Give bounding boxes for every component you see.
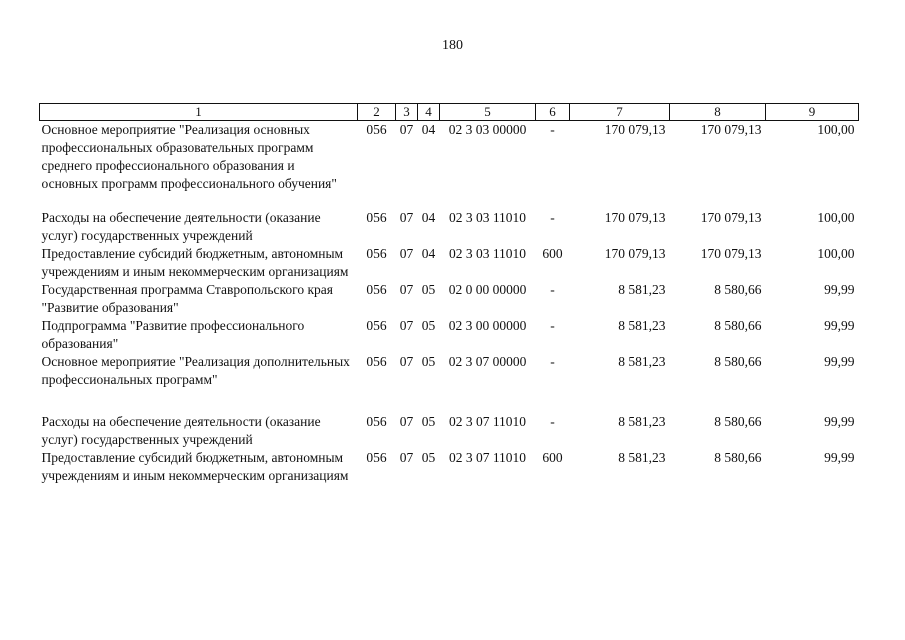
header-col-1: 1 (40, 104, 358, 121)
cell-col-8: 8 580,66 (714, 282, 762, 297)
row-name: Подпрограмма "Развитие профессионального образования" (41, 318, 305, 351)
cell-col-5: 02 3 03 00000 (448, 122, 527, 137)
cell-col-6: - (550, 282, 555, 297)
row-name: Расходы на обеспечение деятельности (оказание услуг) государственных учреждений (41, 414, 321, 447)
page-number: 180 (442, 38, 463, 53)
cell-col-4: 05 (421, 282, 436, 297)
cell-col-3: 07 (399, 450, 414, 465)
cell-col-2: 056 (366, 210, 387, 225)
cell-col-3: 07 (399, 210, 414, 225)
header-col-9: 9 (766, 104, 859, 121)
cell-col-2: 056 (366, 354, 387, 369)
header-col-4: 4 (418, 104, 440, 121)
cell-col-9: 99,99 (824, 354, 855, 369)
cell-col-8: 170 079,13 (700, 210, 762, 225)
cell-col-3: 07 (399, 414, 414, 429)
cell-col-7: 170 079,13 (604, 122, 666, 137)
cell-col-8: 8 580,66 (714, 414, 762, 429)
header-col-3: 3 (396, 104, 418, 121)
cell-col-7: 8 581,23 (618, 318, 666, 333)
row-name: Предоставление субсидий бюджетным, автономным учреждениям и иным некоммерческим организациям (41, 246, 349, 279)
cell-col-3: 07 (399, 122, 414, 137)
header-col-7: 7 (570, 104, 670, 121)
cell-col-4: 04 (421, 122, 436, 137)
table-row (40, 209, 859, 245)
header-col-6: 6 (536, 104, 570, 121)
cell-col-8: 170 079,13 (700, 122, 762, 137)
table-row (40, 281, 859, 317)
cell-col-7: 8 581,23 (618, 282, 666, 297)
cell-col-6: 600 (542, 450, 563, 465)
cell-col-9: 99,99 (824, 414, 855, 429)
cell-col-4: 04 (421, 210, 436, 225)
header-col-5: 5 (440, 104, 536, 121)
cell-col-7: 8 581,23 (618, 450, 666, 465)
cell-col-9: 100,00 (817, 246, 855, 261)
cell-col-6: - (550, 210, 555, 225)
cell-col-6: - (550, 122, 555, 137)
table-row (40, 121, 859, 210)
row-name: Основное мероприятие "Реализация основных профессиональных образовательных программ среднего профессионального образования и основных программ профессионального обучения" (41, 122, 337, 191)
cell-col-4: 05 (421, 318, 436, 333)
cell-col-6: - (550, 318, 555, 333)
header-col-2: 2 (358, 104, 396, 121)
cell-col-9: 100,00 (817, 122, 855, 137)
cell-col-3: 07 (399, 282, 414, 297)
cell-col-4: 04 (421, 246, 436, 261)
cell-col-6: - (550, 354, 555, 369)
cell-col-8: 8 580,66 (714, 318, 762, 333)
cell-col-6: - (550, 414, 555, 429)
cell-col-5: 02 3 03 11010 (448, 246, 527, 261)
cell-col-2: 056 (366, 122, 387, 137)
cell-col-2: 056 (366, 414, 387, 429)
cell-col-5: 02 3 00 00000 (448, 318, 527, 333)
cell-col-3: 07 (399, 246, 414, 261)
row-name: Государственная программа Ставропольского края "Развитие образования" (41, 282, 333, 315)
cell-col-9: 99,99 (824, 450, 855, 465)
cell-col-5: 02 0 00 00000 (448, 282, 527, 297)
table-row (40, 245, 859, 281)
cell-col-4: 05 (421, 450, 436, 465)
cell-col-4: 05 (421, 354, 436, 369)
cell-col-4: 05 (421, 414, 436, 429)
cell-col-9: 99,99 (824, 282, 855, 297)
cell-col-8: 8 580,66 (714, 450, 762, 465)
cell-col-7: 8 581,23 (618, 414, 666, 429)
cell-col-7: 170 079,13 (604, 246, 666, 261)
row-name: Расходы на обеспечение деятельности (оказание услуг) государственных учреждений (41, 210, 321, 243)
header-col-8: 8 (670, 104, 766, 121)
cell-col-3: 07 (399, 318, 414, 333)
cell-col-3: 07 (399, 354, 414, 369)
cell-col-8: 8 580,66 (714, 354, 762, 369)
cell-col-6: 600 (542, 246, 563, 261)
cell-col-7: 170 079,13 (604, 210, 666, 225)
cell-col-5: 02 3 03 11010 (448, 210, 527, 225)
cell-col-2: 056 (366, 282, 387, 297)
cell-col-9: 100,00 (817, 210, 855, 225)
table-row (40, 449, 859, 485)
cell-col-7: 8 581,23 (618, 354, 666, 369)
header-row (40, 104, 859, 121)
cell-col-2: 056 (366, 318, 387, 333)
table-row (40, 317, 859, 353)
cell-col-2: 056 (366, 450, 387, 465)
cell-col-5: 02 3 07 11010 (448, 414, 527, 429)
table-row (40, 413, 859, 449)
row-name: Предоставление субсидий бюджетным, автономным учреждениям и иным некоммерческим организациям (41, 450, 349, 483)
budget-table (39, 103, 859, 485)
cell-col-9: 99,99 (824, 318, 855, 333)
row-name: Основное мероприятие "Реализация дополнительных профессиональных программ" (41, 354, 350, 387)
table-row (40, 353, 859, 413)
cell-col-2: 056 (366, 246, 387, 261)
cell-col-5: 02 3 07 11010 (448, 450, 527, 465)
cell-col-8: 170 079,13 (700, 246, 762, 261)
cell-col-5: 02 3 07 00000 (448, 354, 527, 369)
